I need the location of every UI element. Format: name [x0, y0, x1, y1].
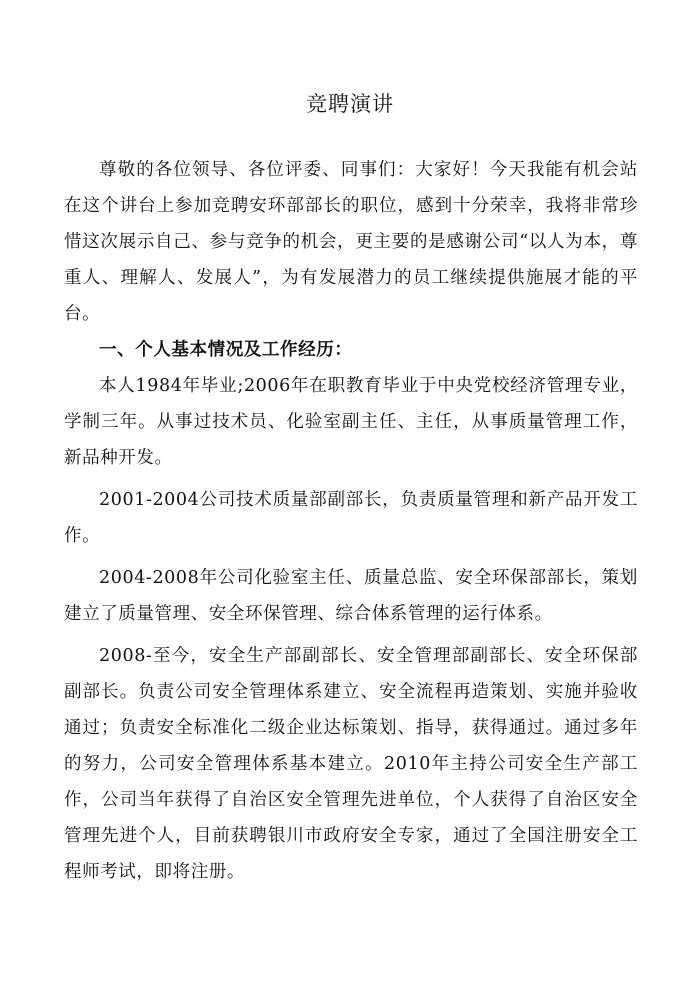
paragraph: 本人1984年毕业;2006年在职教育毕业于中央党校经济管理专业，学制三年。从事过技术员、化验室副主任、主任，从事质量管理工作，新品种开发。	[64, 376, 638, 468]
paragraph: 2004-2008年公司化验室主任、质量总监、安全环保部部长，策划建立了质量管理、安全环保管理、综合体系管理的运行体系。	[64, 568, 638, 624]
intro-paragraph: 尊敬的各位领导、各位评委、同事们：大家好！今天我能有机会站在这个讲台上参加竞聘安环部部长的职位，感到十分荣幸，我将非常珍惜这次展示自己、参与竞争的机会，更主要的是感谢公司“以人为本，尊重人、理解人、发展人”，为有发展潜力的员工继续提供施展才能的平台。	[64, 160, 638, 324]
section-heading: 一、个人基本情况及工作经历：	[99, 340, 353, 360]
paragraph: 2001-2004公司技术质量部副部长，负责质量管理和新产品开发工作。	[64, 490, 638, 546]
paragraph: 2008-至今，安全生产部副部长、安全管理部副部长、安全环保部副部长。负责公司安全管理体系建立、安全流程再造策划、实施并验收通过；负责安全标准化二级企业达标策划、指导，获得通过。通过多年的努力，公司安全管理体系基本建立。2010年主持公司安全生产部工作，公司当年获得了自治区安全管理先进单位，个人获得了自治区安全管理先进个人，目前获聘银川市政府安全专家，通过了全国注册安全工程师考试，即将注册。	[64, 646, 638, 882]
document-body	[64, 152, 638, 890]
page-title: 竞聘演讲	[306, 92, 394, 116]
